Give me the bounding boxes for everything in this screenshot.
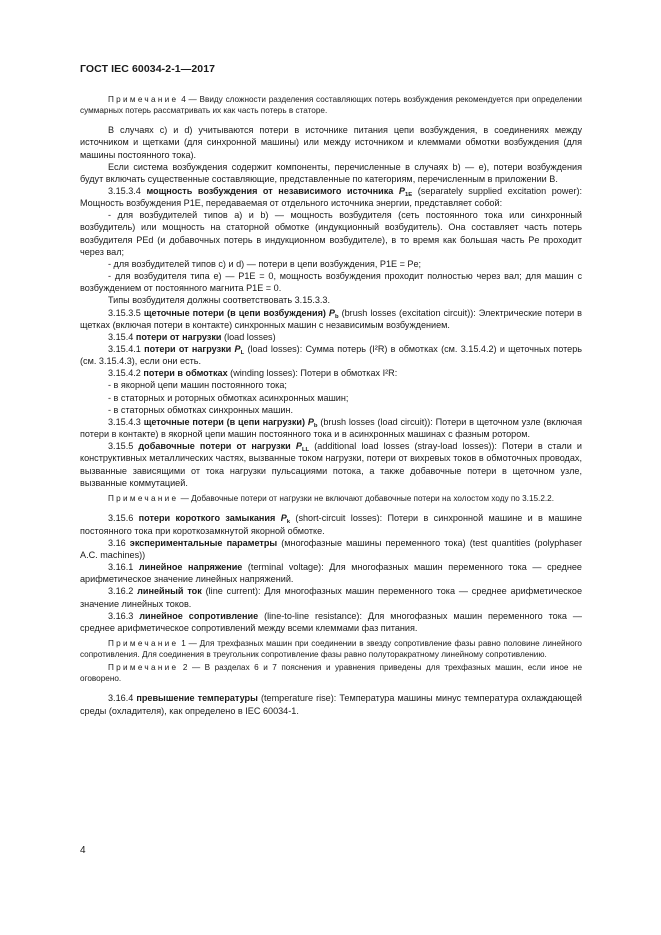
list-item: - в статорных и роторных обмотках асинхронных машин; [108,392,349,403]
clause-3-15-4 [80,331,582,343]
clause-symbol-sub: 1E [404,191,413,198]
clause-text: (winding losses): Потери в обмотках I²R: [230,368,398,379]
clause-term: потери короткого замыкания [138,513,276,524]
paragraph-cases-cd: В случаях с) и d) учитываются потери в источнике питания цепи возбуждения, в соединениях между источником и щетками (для синхронной машины) или между источником и клеммами обмотки возбуждения (для машины постоянного тока). [80,125,582,160]
list-item: - для возбудителя типа e) — P1E = 0, мощность возбуждения проходит полностью через вал; для машин с возбуждением от постоянного магнита P1E = 0. [80,271,582,294]
clause-text: (многофазные машины переменного тока) (test quantities (polyphaser A.C. machines)) [80,537,582,560]
note-label: Примечание [108,663,179,673]
note-stray-losses [80,494,582,505]
clause-3-16-4 [80,692,582,716]
clause-text: (load losses) [224,331,276,342]
note-text: — Добавочные потери от нагрузки не включают добавочные потери на холостом ходу по 3.15.2.2. [180,493,554,503]
clause-3-15-3-5 [80,307,582,331]
clause-symbol-sub: LL [301,447,310,454]
list-item: - для возбудителей типов c) и d) — потери в цепи возбуждения, P1E = Pe; [108,258,422,269]
clause-symbol-sub: b [313,422,318,429]
clause-3-16-2 [80,585,582,609]
list-item: - в статорных обмотках синхронных машин. [108,404,294,415]
clause-number: 3.15.4.1 [108,344,141,354]
clause-number: 3.15.3.4 [108,185,141,196]
note-4 [80,95,582,116]
note-label: Примечание [108,95,179,104]
clause-3-15-4-1 [80,343,582,367]
clause-3-15-4-2 [80,367,582,379]
clause-text: (load losses): Сумма потерь (I²R) в обмотках (см. 3.15.4.2) и щеточных потерь (см. 3.15.4.3), если они есть. [80,344,582,367]
clause-number: 3.15.6 [108,513,134,524]
note-number: 2 [182,663,188,673]
clause-symbol: P [307,416,314,427]
clause-symbol: P [295,441,302,452]
clause-term: добавочные потери от нагрузки [138,441,291,452]
clause-term: мощность возбуждения от независимого источника [146,185,394,196]
clause-3-16 [80,537,582,561]
clause-symbol: P [234,344,241,354]
clause-number: 3.15.4 [108,331,134,342]
clause-symbol: P [328,307,335,318]
clause-number: 3.15.3.5 [108,307,141,318]
clause-term: потери от нагрузки [135,331,222,342]
clause-symbol-sub: k [286,519,291,526]
clause-text: (line-to-line resistance): Для многофазных машин переменного тока — среднее арифметическое сопротивлений между всеми клеммами фаз питания. [80,610,583,633]
clause-text: (line current): Для многофазных машин переменного тока — среднее арифметическое значение линейных токов. [80,586,582,609]
note-label: Примечание [108,639,179,649]
note-3-16-1 [80,639,582,660]
paragraph-exciter-types: Типы возбудителя должны соответствовать 3.15.3.3. [108,295,331,306]
document-body [80,95,582,717]
clause-term: превышение температуры [136,693,258,704]
clause-term: щеточные потери (в цепи нагрузки) [143,416,305,427]
document-header: ГОСТ IEC 60034-2-1—2017 [80,63,216,75]
note-number: 4 [181,95,186,104]
page-number: 4 [80,845,86,856]
list-item: - в якорной цепи машин постоянного тока; [108,380,287,391]
clause-text: (additional load losses (stray-load losses)): Потери в стали и конструктивных металлических частях, вызванные током нагрузки, потери от вихревых токов в обмоточных проводах, вызванные зависящими от тока нагрузки пульсациями потока, а также добавочные потери в щеточном узле, вызванные коммутацией. [80,441,582,488]
note-text: — В разделах 6 и 7 пояснения и уравнения приведены для трехфазных машин, если иное не оговорено. [80,663,582,683]
paragraph-excitation-system: Если система возбуждения содержит компоненты, перечисленные в случаях b) — e), потери возбуждения будут включать существенные составляющие, представленные по категориям, перечисленным в приложении В. [80,161,582,184]
clause-number: 3.16 [108,537,126,548]
note-3-16-2 [80,663,582,684]
clause-number: 3.15.4.3 [108,416,141,427]
clause-symbol-sub: L [240,350,245,356]
clause-3-15-5 [80,440,582,489]
clause-term: потери от нагрузки [144,344,232,354]
clause-number: 3.16.3 [108,610,134,621]
clause-term: линейное сопротивление [139,610,259,621]
clause-number: 3.15.5 [108,441,134,452]
clause-term: линейное напряжение [138,562,243,573]
clause-text: (short-circuit losses): Потери в синхронной машине и в машине постоянного тока при короткозамкнутой якорной обмотке. [80,513,583,536]
note-label: Примечание [108,493,179,503]
clause-term: потери в обмотках [143,368,228,379]
clause-text: (temperature rise): Температура машины минус температура охлаждающей среды (охладителя), как определено в IEC 60034-1. [80,693,582,716]
clause-text: (separately supplied excitation power): Мощность возбуждения P1E, передаваемая от отдельного источника энергии, представляет собой: [80,185,583,209]
note-number: 1 [181,639,186,649]
clause-term: щеточные потери (в цепи возбуждения) [143,307,326,318]
clause-number: 3.15.4.2 [108,368,141,379]
list-item: - для возбудителей типов a) и b) — мощность возбудителя (сеть постоянного тока или синхронный возбудитель) или мощность на статорной обмотке (индукционный возбудитель). Она составляет часть потерь возбудителя PEd (и добавочных потерь в индукционном возбудителе), в то время как большая часть Pe проходит через вал; [80,210,582,257]
clause-3-15-4-3 [80,416,582,440]
clause-3-15-6 [80,512,582,536]
clause-term: линейный ток [137,586,202,597]
clause-symbol-sub: b [335,313,339,320]
clause-text: (terminal voltage): Для многофазных машин переменного тока — среднее арифметическое значение линейных напряжений. [80,562,582,585]
clause-symbol: P [398,185,405,196]
clause-symbol: P [280,513,287,524]
clause-3-16-1 [80,561,582,585]
clause-number: 3.16.4 [108,693,134,704]
clause-3-16-3 [80,610,582,634]
clause-text: (brush losses (load circuit)): Потери в щеточном узле (включая потери в контакте) в якорной цепи машин постоянного тока и в асинхронных машинах с фазным ротором. [80,416,583,440]
note-text: — Ввиду сложности разделения составляющих потерь возбуждения рекомендуется при определении суммарных потерь рассматривать их как часть потерь в статоре. [80,95,583,115]
clause-text: (brush losses (excitation circuit)): Электрические потери в щетках (включая потери в контакте) синхронных машин с независимым возбуждением. [80,307,582,330]
clause-number: 3.16.1 [108,562,134,573]
clause-term: экспериментальные параметры [129,537,278,548]
note-text: — Для трехфазных машин при соединении в звезду сопротивление фазы равно половине линейного сопротивления. Для соединения в треугольник сопротивление фазы равно полуторакратному линейному сопротивлению. [80,639,582,659]
clause-3-15-3-4 [80,185,582,209]
clause-number: 3.16.2 [108,586,134,597]
